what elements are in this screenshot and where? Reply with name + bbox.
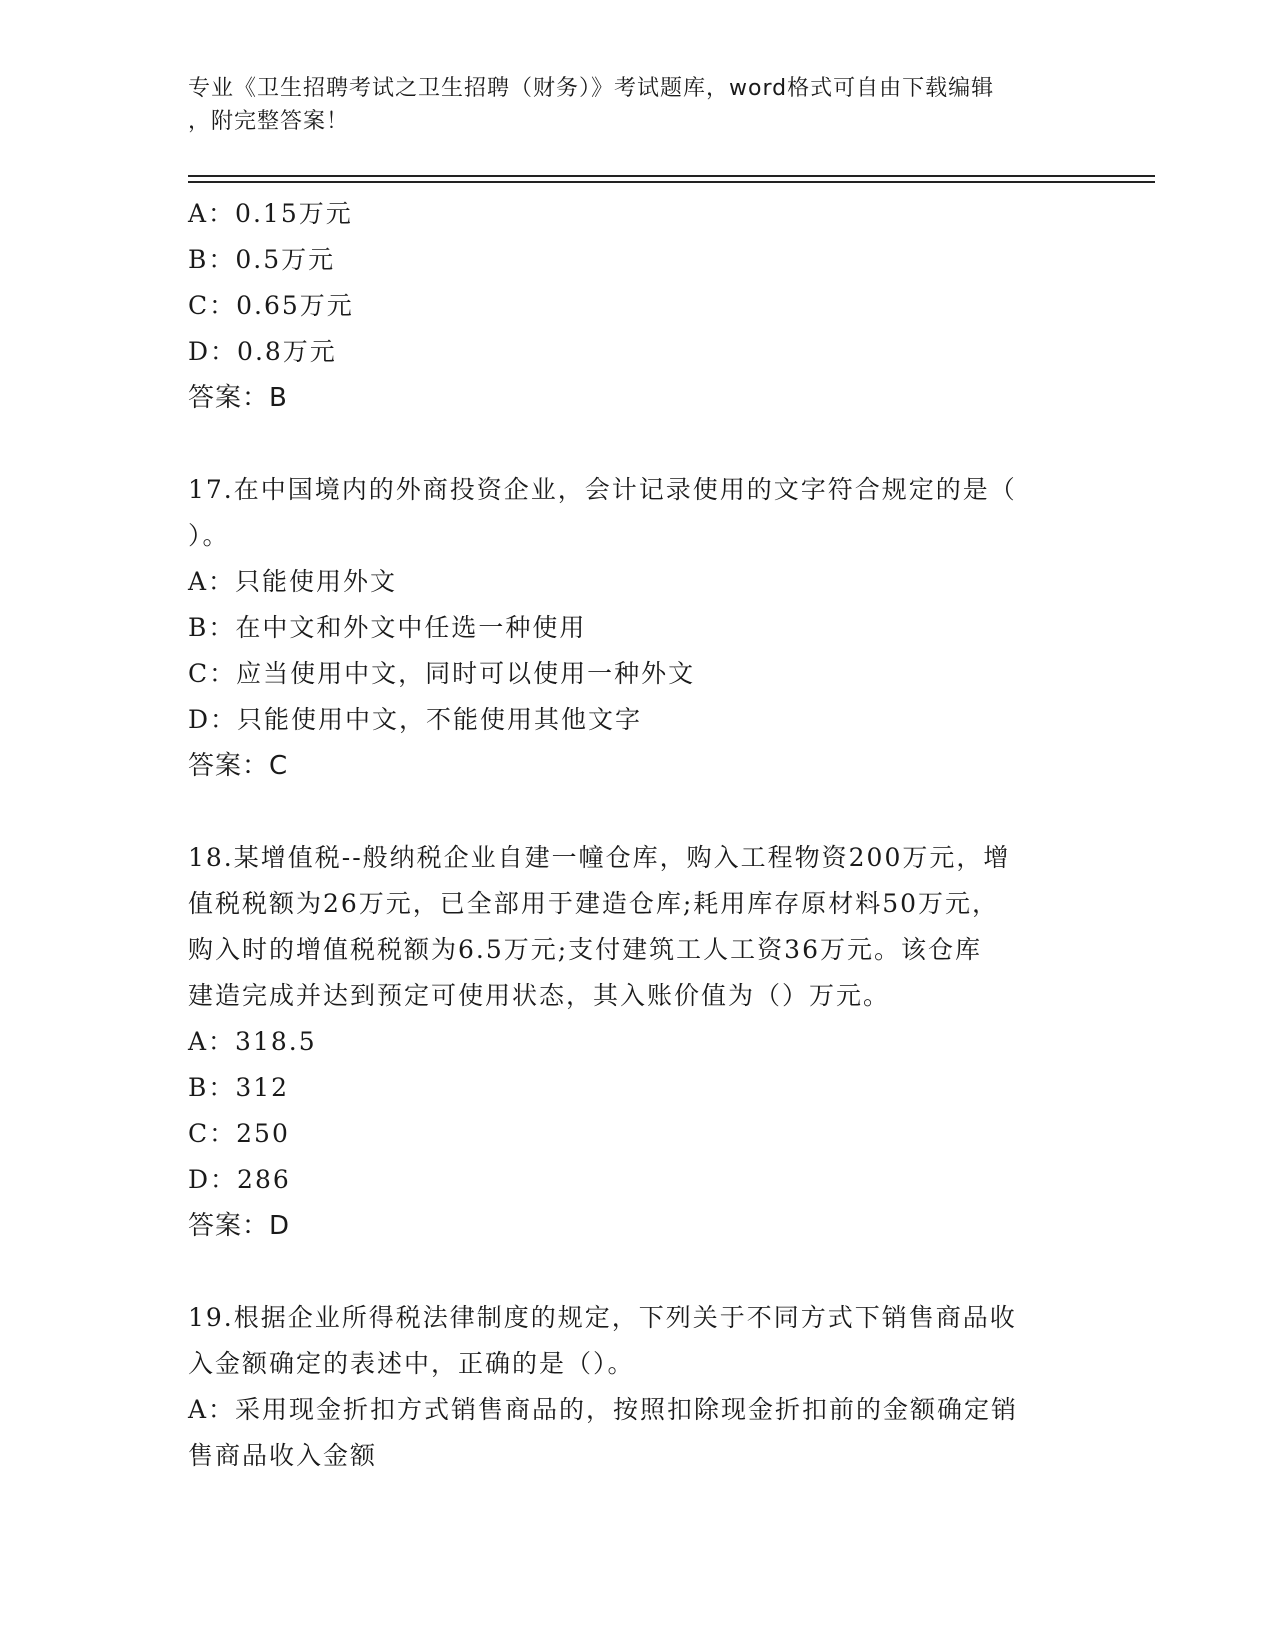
option-d: D：0.8万元	[188, 337, 337, 366]
question-19-text-line-2: 入金额确定的表述中，正确的是（）。	[188, 1349, 635, 1378]
question-18-text-line-4: 建造完成并达到预定可使用状态，其入账价值为（）万元。	[188, 981, 891, 1010]
header-line-1: 专业《卫生招聘考试之卫生招聘（财务）》考试题库，word格式可自由下载编辑	[188, 76, 995, 101]
answer-line: 答案：B	[188, 383, 288, 413]
option-c: C：应当使用中文，同时可以使用一种外文	[188, 659, 696, 688]
question-16-block	[188, 191, 1068, 421]
question-17-block	[188, 467, 1068, 789]
answer-line: 答案：D	[188, 1211, 291, 1241]
question-17-text-line-2: ）。	[188, 521, 230, 550]
option-d: D：286	[188, 1165, 291, 1194]
question-18-text-line-2: 值税税额为26万元，已全部用于建造仓库;耗用库存原材料50万元，	[188, 889, 1000, 918]
option-b: B：在中文和外文中任选一种使用	[188, 613, 587, 642]
option-c: C：0.65万元	[188, 291, 354, 320]
spacer	[188, 789, 1068, 835]
question-content	[188, 191, 1068, 1479]
option-c: C：250	[188, 1119, 290, 1148]
option-b: B：312	[188, 1073, 290, 1102]
header-divider-top	[188, 175, 1155, 177]
spacer	[188, 421, 1068, 467]
question-19-block	[188, 1295, 1068, 1479]
option-a-line-1: A：采用现金折扣方式销售商品的，按照扣除现金折扣前的金额确定销	[188, 1395, 1019, 1424]
option-b: B：0.5万元	[188, 245, 336, 274]
option-a: A：318.5	[188, 1027, 317, 1056]
header-divider-bottom	[188, 181, 1155, 183]
option-d: D：只能使用中文，不能使用其他文字	[188, 705, 643, 734]
header-line-2: ，附完整答案！	[188, 109, 350, 134]
answer-line: 答案：C	[188, 751, 289, 781]
option-a: A：只能使用外文	[188, 567, 398, 596]
question-18-block	[188, 835, 1068, 1249]
document-header	[188, 72, 1068, 138]
question-18-text-line-1: 18.某增值税--般纳税企业自建一幢仓库，购入工程物资200万元，增	[188, 843, 1011, 872]
option-a: A：0.15万元	[188, 199, 353, 228]
option-a-line-2: 售商品收入金额	[188, 1441, 378, 1470]
question-18-text-line-3: 购入时的增值税税额为6.5万元;支付建筑工人工资36万元。该仓库	[188, 935, 982, 964]
question-17-text-line-1: 17.在中国境内的外商投资企业，会计记录使用的文字符合规定的是（	[188, 475, 1017, 504]
spacer	[188, 1249, 1068, 1295]
question-19-text-line-1: 19.根据企业所得税法律制度的规定，下列关于不同方式下销售商品收	[188, 1303, 1017, 1332]
